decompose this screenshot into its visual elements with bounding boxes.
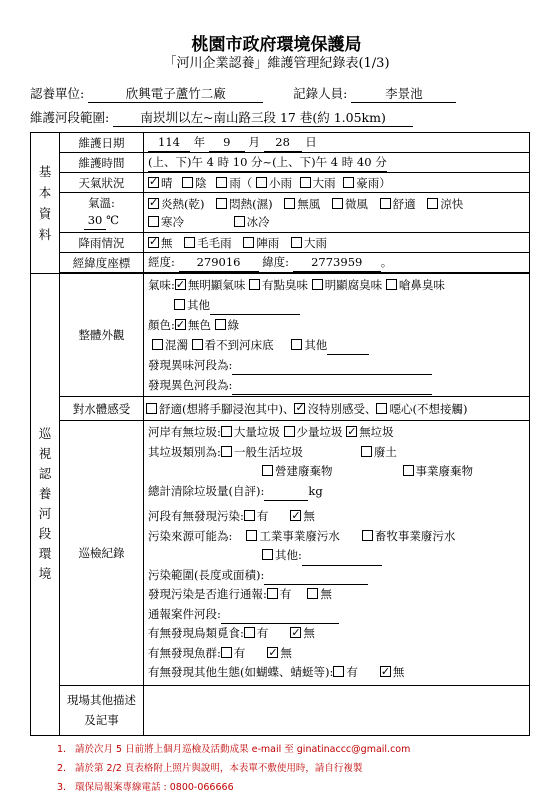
color-opt-no-bed: 看不到河床底 [204,338,274,352]
odd-smell-label: 發現異味河段為: [148,358,233,372]
checkbox-icon[interactable] [262,465,273,476]
record-table [30,132,530,736]
checkbox-icon[interactable] [215,319,226,330]
color-opt-other: 其他 [304,338,328,352]
appearance-label: 整體外觀 [60,274,144,397]
report-no: 無 [320,587,332,601]
checkbox-icon[interactable] [234,216,245,227]
footnote-2: 2. 請於第 2/2 頁表格附上照片與說明，本表單不敷使用時，請自行複製 [57,763,363,774]
color-label: 顏色: [148,318,175,332]
pollution-range-label: 污染範圍(長度或面積): [148,567,265,582]
gtype-opt-construction: 營建廢棄物 [275,464,333,478]
lng-label: 經度: [148,255,175,269]
fish-yes: 有 [233,645,246,660]
checkbox-icon[interactable] [262,549,273,560]
report-case-input[interactable] [221,609,339,624]
source-opt-livestock: 畜牧事業廢污水 [374,528,456,543]
adopt-unit-value: 欣興電子蘆竹二廠 [88,84,263,103]
checkbox-icon[interactable] [243,237,254,248]
gtype-label: 其垃圾類別為: [148,444,221,459]
lng-value[interactable]: 279016 [179,253,259,272]
checkbox-icon[interactable] [361,446,372,457]
rain-opt-drizzle: 毛毛雨 [197,235,232,250]
checkbox-icon[interactable] [376,403,387,414]
checkbox-icon[interactable] [386,279,397,290]
weather-opt-rain: 雨（ [229,175,253,190]
color-other-input[interactable] [327,340,369,355]
weather-opt-cloudy: 陰 [195,175,207,190]
other-life-no: 無 [392,665,405,679]
checkbox-checked-icon[interactable] [175,279,186,290]
weather-label: 天氣狀況 [60,173,144,193]
source-opt-industrial: 工業事業廢污水 [259,528,340,543]
checkbox-icon[interactable] [216,177,227,188]
checkbox-icon[interactable] [403,465,414,476]
feel-opt-comfort: 舒適(想將手腳浸泡其中)、 [159,401,295,416]
odd-color-label: 發現異色河段為: [148,378,233,392]
date-day[interactable]: 28 [264,133,302,152]
pollution-yes: 有 [256,509,269,523]
smell-other-input[interactable] [210,300,300,315]
weather-opt-heavy-rain: 大雨 [312,175,336,190]
checkbox-icon[interactable] [182,177,193,188]
checkbox-icon[interactable] [244,510,255,521]
feel-opt-disgust: 噁心(不想接觸) [389,401,468,416]
recorder-value: 李景池 [351,84,456,103]
other-life-yes: 有 [346,665,358,679]
color-opt-green: 綠 [227,318,240,332]
temp-opt-hot-dry: 炎熱(乾) [161,196,205,211]
source-other-input[interactable] [302,551,382,566]
feel-cell [144,397,530,421]
checkbox-icon[interactable] [284,198,295,209]
notes-label: 現場其他描述及記事 [60,685,144,735]
garbage-label: 河岸有無垃圾: [148,425,221,439]
lat-end: 。 [380,255,393,269]
checkbox-icon[interactable] [343,177,354,188]
checkbox-icon[interactable] [291,339,302,350]
pollution-range-input[interactable] [264,570,368,585]
smell-opt-pungent: 嗆鼻臭味 [398,278,445,292]
report-case-label: 通報案件河段: [148,606,221,621]
basic-section-label: 基本資料 [31,133,60,274]
footnote-3: 3. 環保局報案專線電話 : 0800-066666 [57,782,234,793]
temp-opt-comfort: 舒適 [392,196,416,211]
time-value[interactable]: (上、下)午 4 時 10 分~(上、下)午 4 時 40 分 [148,153,387,172]
temp-unit: ℃ [106,213,119,227]
pollution-label: 河段有無發現污染: [148,509,244,523]
checkbox-icon[interactable] [284,426,295,437]
temp-opt-breeze: 微風 [344,196,368,211]
temp-label: 氣溫: [88,196,115,210]
garbage-opt-none: 無垃圾 [359,425,394,439]
record-cell [144,421,530,686]
weather-opt-sunny: 晴 [161,175,173,190]
source-opt-other: 其他: [275,548,302,562]
color-opt-turbid: 混濁 [165,338,188,352]
gtype-opt-industrial: 事業廢棄物 [415,464,473,478]
patrol-section-label: 巡視認養河段環境 [31,274,60,736]
checkbox-icon[interactable] [332,198,343,209]
checkbox-checked-icon[interactable] [290,627,301,638]
checkbox-icon[interactable] [427,198,438,209]
date-cell [144,133,530,153]
checkbox-icon[interactable] [184,237,195,248]
smell-opt-rotten: 明顯腐臭味 [324,278,383,292]
checkbox-icon[interactable] [216,198,227,209]
document-title: 桃園市政府環境保護局 [191,35,362,55]
temp-options [144,193,530,233]
checkbox-icon[interactable] [333,666,344,677]
report-label: 發現污染是否進行通報: [148,587,267,601]
adopt-unit-label: 認養單位: [30,86,85,101]
weather-cell [144,173,530,193]
checkbox-icon[interactable] [146,403,157,414]
garbage-opt-large: 大量垃圾 [233,425,280,439]
range-row [30,108,413,127]
checkbox-checked-icon[interactable] [148,198,159,209]
appearance-cell [144,274,530,397]
weather-opt-light-rain: 小雨 [268,175,292,190]
coord-label: 經緯度座標 [60,253,144,273]
fish-label: 有無發現魚群: [148,645,221,660]
checkbox-checked-icon[interactable] [175,319,186,330]
temp-opt-freezing: 冰冷 [246,214,270,229]
bird-label: 有無發現鳥類覓食: [148,626,244,640]
rain-opt-heavy: 大雨 [303,235,327,250]
fish-no: 無 [280,645,292,660]
gtype-opt-household: 一般生活垃圾 [233,444,303,459]
checkbox-icon[interactable] [380,198,391,209]
document-subtitle: 「河川企業認養」維護管理紀錄表(1/3) [163,56,390,71]
rain-options [144,233,530,253]
odd-color-input[interactable] [232,380,432,395]
range-value: 南崁圳以左~南山路三段 17 巷(約 1.05km) [113,108,413,127]
checkbox-icon[interactable] [256,177,267,188]
checkbox-icon[interactable] [174,299,185,310]
checkbox-checked-icon[interactable] [148,177,159,188]
checkbox-icon[interactable] [221,647,232,658]
source-label: 污染來源可能為: [148,528,233,543]
total-label: 總計清除垃圾量(自評): [148,483,265,498]
checkbox-icon[interactable] [300,177,311,188]
checkbox-icon[interactable] [246,530,257,541]
date-month[interactable]: 9 [209,133,245,152]
temp-label-cell [60,193,144,233]
checkbox-icon[interactable] [192,339,203,350]
smell-opt-other: 其他 [187,298,210,312]
report-yes: 有 [279,587,292,601]
checkbox-icon[interactable] [244,627,255,638]
date-label: 維護日期 [60,133,144,153]
recorder-label: 記錄人員: [293,86,348,101]
other-life-label: 有無發現其他生態(如蝴蝶、蜻蜓等): [148,665,334,679]
feel-label: 對水體感受 [60,397,144,421]
coord-cell [144,253,530,273]
rain-label: 降雨情況 [60,233,144,253]
pollution-no: 無 [303,509,315,523]
lat-label: 緯度: [262,255,290,269]
smell-opt-none: 無明顯氣味 [187,278,246,292]
temp-opt-cool: 涼快 [440,196,464,211]
checkbox-icon[interactable] [307,588,318,599]
checkbox-checked-icon[interactable] [290,510,301,521]
bird-yes: 有 [256,626,269,640]
checkbox-icon[interactable] [312,279,323,290]
year-unit: 年 [193,135,206,149]
smell-opt-slight: 有點臭味 [262,278,309,292]
checkbox-checked-icon[interactable] [148,237,159,248]
feel-opt-neutral: 沒特別感受、 [307,401,377,416]
odd-smell-input[interactable] [232,360,432,375]
total-unit: kg [308,483,323,498]
checkbox-checked-icon[interactable] [294,403,305,414]
month-unit: 月 [248,135,260,149]
range-label: 維護河段範圍: [30,110,110,125]
temp-opt-cold: 寒冷 [161,214,184,229]
bird-no: 無 [303,626,315,640]
checkbox-icon[interactable] [152,339,163,350]
checkbox-icon[interactable] [221,426,232,437]
rain-opt-shower: 陣雨 [256,235,280,250]
temp-opt-no-wind: 無風 [297,196,321,211]
checkbox-checked-icon[interactable] [346,426,357,437]
weather-opt-storm: 豪雨） [356,175,391,190]
notes-cell[interactable] [144,685,530,735]
garbage-opt-small: 少量垃圾 [296,425,343,439]
checkbox-icon[interactable] [221,446,232,457]
lat-value[interactable]: 2773959 [293,253,381,272]
total-input[interactable] [264,486,308,501]
checkbox-icon[interactable] [291,237,302,248]
day-unit: 日 [305,135,317,149]
temp-value[interactable]: 30 [84,212,106,230]
adopt-unit-row [30,84,456,103]
time-cell[interactable] [144,153,530,173]
checkbox-icon[interactable] [267,588,278,599]
date-year[interactable]: 114 [148,133,190,152]
time-label: 維護時間 [60,153,144,173]
record-label: 巡檢紀錄 [60,421,144,686]
color-opt-none: 無色 [187,318,211,332]
checkbox-icon[interactable] [249,279,260,290]
checkbox-checked-icon[interactable] [380,666,391,677]
checkbox-icon[interactable] [362,530,373,541]
gtype-opt-soil: 廢土 [373,444,397,459]
rain-opt-none: 無 [161,235,173,250]
smell-label: 氣味: [148,278,175,292]
temp-opt-humid: 悶熱(濕) [229,196,273,211]
checkbox-icon[interactable] [148,216,159,227]
checkbox-checked-icon[interactable] [267,647,278,658]
footnote-1: 1. 請於次月 5 日前將上個月巡檢及活動成果 e-mail 至 ginatinaccc@gmail.com [57,744,411,755]
